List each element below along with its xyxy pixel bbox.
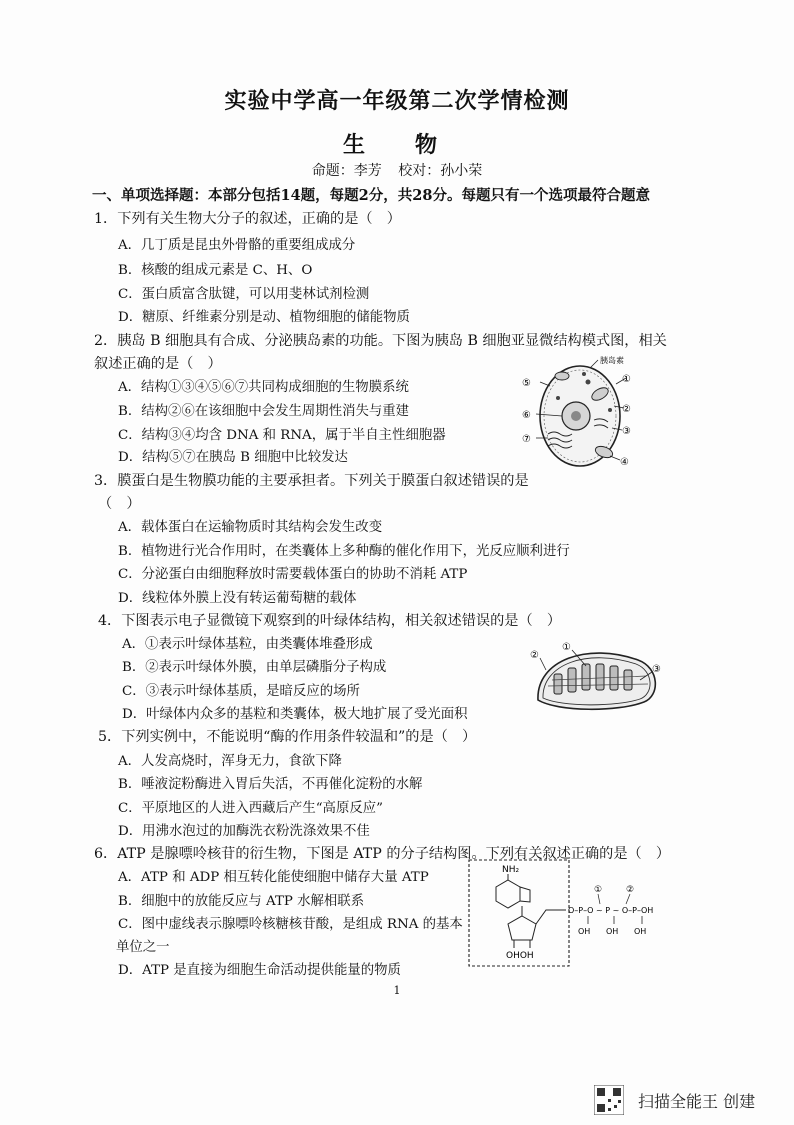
phosphate-oh-label: OH [634,927,647,936]
cell-marker: ⑥ [522,410,531,421]
cell-marker: ④ [620,457,629,468]
question-option: A．几丁质是昆虫外骨骼的重要组成成分 [118,238,356,253]
bond-marker: ② [626,885,635,895]
question-option: B．核酸的组成元素是 C、H、O [118,263,313,278]
phosphate-oh-label: OH [578,927,591,936]
question-option: D．结构⑤⑦在胰岛 B 细胞中比较发达 [118,450,348,465]
chloroplast-diagram [528,636,668,714]
question-stem: 6．ATP 是腺嘌呤核苷的衍生物，下图是 ATP 的分子结构图。下列有关叙述正确的是（ ） [94,846,671,862]
chloroplast-marker: ② [530,650,539,661]
question-option: A．①表示叶绿体基粒，由类囊体堆叠形成 [122,637,373,652]
chloroplast-marker: ① [562,642,571,653]
question-option: D．糖原、纤维素分别是动、植物细胞的储能物质 [118,310,410,325]
scanner-watermark [594,1085,774,1117]
question-option: B．植物进行光合作用时，在类囊体上多种酶的催化作用下，光反应顺利进行 [118,544,570,559]
question-option: D．线粒体外膜上没有转运葡萄糖的载体 [118,591,357,606]
question-option: A．结构①③④⑤⑥⑦共同构成细胞的生物膜系统 [118,380,409,395]
cell-marker: ⑤ [522,378,531,389]
setter-label: 命题：李芳 [311,163,382,179]
question-option: C．③表示叶绿体基质，是暗反应的场所 [122,684,360,699]
pancreatic-cell-diagram [518,354,648,474]
question-option: B．细胞中的放能反应与 ATP 水解相联系 [118,894,365,909]
cell-marker: ③ [622,426,631,437]
question-stem: 1．下列有关生物大分子的叙述，正确的是（ ） [94,211,401,227]
question-stem: 2．胰岛 B 细胞具有合成、分泌胰岛素的功能。下图为胰岛 B 细胞亚显微结构模式图，相关 [94,333,667,349]
question-option: A．人发高烧时，浑身无力，食欲下降 [118,754,342,769]
question-option: B．唾液淀粉酶进入胃后失活，不再催化淀粉的水解 [118,777,423,792]
phosphate-oh-label: OH [606,927,619,936]
question-stem: 5．下列实例中，不能说明“酶的作用条件较温和”的是（ ） [98,729,477,745]
question-option: C．图中虚线表示腺嘌呤核糖核苷酸，是组成 RNA 的基本 [118,917,463,932]
atp-structure-diagram [466,858,682,970]
chloroplast-marker: ③ [652,664,661,675]
question-option: 单位之一 [116,940,170,955]
question-option: D．ATP 是直接为细胞生命活动提供能量的物质 [118,963,401,978]
cell-marker: ② [622,404,631,415]
page-title: 实验中学高一年级第二次学情检测 [224,88,570,114]
question-option: C．分泌蛋白由细胞释放时需要载体蛋白的协助不消耗 ATP [118,567,468,582]
cell-marker: ① [622,374,631,385]
question-option: A．载体蛋白在运输物质时其结构会发生改变 [118,520,383,535]
question-stem: 3．膜蛋白是生物膜功能的主要承担者。下列关于膜蛋白叙述错误的是 [94,473,529,489]
bond-marker: ① [594,885,603,895]
watermark-text: 扫描全能王 创建 [638,1092,756,1111]
checker-label: 校对：孙小荣 [398,163,483,179]
question-option: B．结构②⑥在该细胞中会发生周期性消失与重建 [118,404,410,419]
question-stem: 4．下图表示电子显微镜下观察到的叶绿体结构，相关叙述错误的是（ ） [98,613,562,629]
question-option: A．ATP 和 ADP 相互转化能使细胞中储存大量 ATP [118,870,429,885]
question-stem: 叙述正确的是（ ） [94,356,222,372]
question-option: D．用沸水泡过的加酶洗衣粉洗涤效果不佳 [118,824,370,839]
cell-marker: ⑦ [522,434,531,445]
svg-text:O–P–O ~ P ~ O–P–OH: O–P–O ~ P ~ O–P–OH [568,906,654,915]
section-heading: 一、单项选择题：本部分包括14题，每题2分，共28分。每题只有一个选项最符合题意 [92,187,650,204]
subject-title: 生 物 [342,132,451,158]
nh2-label: NH₂ [502,865,520,875]
question-option: C．结构③④均含 DNA 和 RNA，属于半自主性细胞器 [118,428,446,443]
question-option: C．平原地区的人进入西藏后产生“高原反应” [118,801,383,816]
question-option: B．②表示叶绿体外膜，由单层磷脂分子构成 [122,660,387,675]
question-stem: （ ） [98,496,141,512]
ribose-oh-label: OHOH [506,951,534,961]
question-option: D．叶绿体内众多的基粒和类囊体，极大地扩展了受光面积 [122,707,468,722]
page-number: 1 [393,984,401,997]
question-option: C．蛋白质富含肽键，可以用斐林试剂检测 [118,287,370,302]
qr-code-icon [594,1085,624,1115]
authors-line [0,160,794,180]
insulin-label: 胰岛素 [600,356,624,365]
